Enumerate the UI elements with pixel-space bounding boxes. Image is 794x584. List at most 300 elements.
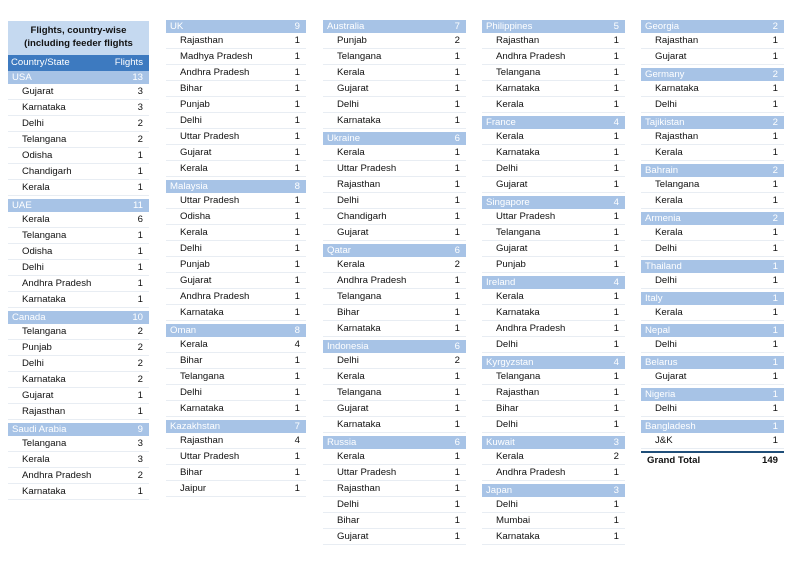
flight-count: 1 (454, 419, 460, 430)
country-total: 2 (772, 165, 778, 176)
state-name: Kerala (337, 451, 365, 462)
state-name: Punjab (496, 259, 526, 270)
state-name: Uttar Pradesh (180, 131, 240, 142)
table-row (323, 225, 466, 241)
state-name: Delhi (496, 339, 518, 350)
state-name: Bihar (180, 467, 203, 478)
country-section (323, 20, 466, 129)
table-row (641, 81, 784, 97)
table-row (8, 468, 149, 484)
state-name: Gujarat (496, 243, 528, 254)
flight-count: 1 (137, 294, 143, 305)
table-row (482, 385, 625, 401)
country-section (166, 20, 306, 177)
state-name: Kerala (180, 227, 208, 238)
table-row (482, 529, 625, 545)
country-name: Australia (327, 21, 365, 32)
flight-count: 1 (454, 67, 460, 78)
grand-total-value: 149 (761, 455, 778, 466)
country-name: Singapore (486, 197, 530, 208)
country-section (641, 164, 784, 209)
state-name: Andhra Pradesh (180, 291, 250, 302)
country-section (641, 212, 784, 257)
country-total: 1 (772, 357, 778, 368)
state-name: Delhi (22, 262, 44, 273)
table-row (482, 449, 625, 465)
state-name: Andhra Pradesh (22, 278, 92, 289)
flight-count: 1 (772, 179, 778, 190)
table-row (323, 161, 466, 177)
flight-count: 3 (137, 454, 143, 465)
flight-count: 1 (294, 147, 300, 158)
state-name: Gujarat (22, 86, 54, 97)
country-total: 9 (137, 424, 143, 435)
table-row (8, 436, 149, 452)
country-name: Italy (645, 293, 663, 304)
country-total: 6 (454, 245, 460, 256)
country-name: Nepal (645, 325, 671, 336)
table-row (323, 465, 466, 481)
table-row (323, 97, 466, 113)
table-row (323, 81, 466, 97)
table-row (482, 369, 625, 385)
flight-count: 1 (137, 486, 143, 497)
state-name: Delhi (655, 243, 677, 254)
flight-count: 1 (294, 291, 300, 302)
country-section (482, 276, 625, 353)
flight-count: 1 (613, 323, 619, 334)
country-name: Belarus (645, 357, 678, 368)
country-name: Ukraine (327, 133, 361, 144)
state-name: Karnataka (337, 419, 381, 430)
state-name: Telangana (496, 371, 541, 382)
table-row (8, 404, 149, 420)
country-header (323, 340, 466, 353)
flight-count: 1 (137, 278, 143, 289)
flight-count: 1 (454, 115, 460, 126)
state-name: Karnataka (180, 307, 224, 318)
country-header (166, 324, 306, 337)
flight-count: 1 (294, 131, 300, 142)
country-name: Bahrain (645, 165, 679, 176)
country-total: 3 (613, 437, 619, 448)
country-name: Georgia (645, 21, 680, 32)
table-row (323, 449, 466, 465)
flight-count: 1 (613, 83, 619, 94)
flight-count: 1 (613, 307, 619, 318)
table-row (166, 273, 306, 289)
country-header (323, 436, 466, 449)
flight-count: 1 (613, 515, 619, 526)
table-row (482, 209, 625, 225)
country-header (323, 20, 466, 33)
state-name: Karnataka (496, 147, 540, 158)
flight-count: 1 (294, 275, 300, 286)
flight-count: 1 (137, 230, 143, 241)
state-name: Uttar Pradesh (180, 451, 240, 462)
country-total: 2 (772, 21, 778, 32)
table-row (482, 241, 625, 257)
column-header-flights: Flights (114, 57, 143, 68)
state-name: Karnataka (22, 102, 66, 113)
flight-count: 4 (294, 435, 300, 446)
state-name: Delhi (496, 163, 518, 174)
state-name: Kerala (22, 454, 50, 465)
flight-count: 3 (137, 102, 143, 113)
table-row (323, 401, 466, 417)
flight-count: 1 (613, 67, 619, 78)
state-name: Andhra Pradesh (180, 67, 250, 78)
flight-count: 1 (613, 179, 619, 190)
table-row (641, 33, 784, 49)
flight-count: 1 (613, 211, 619, 222)
flight-count: 1 (137, 262, 143, 273)
state-name: Rajasthan (496, 387, 540, 398)
flight-count: 1 (772, 227, 778, 238)
state-name: Telangana (337, 291, 382, 302)
country-name: Philippines (486, 21, 533, 32)
state-name: Gujarat (655, 371, 687, 382)
state-name: Chandigarh (337, 211, 387, 222)
country-section (8, 199, 149, 308)
state-name: Mumbai (496, 515, 531, 526)
flight-count: 1 (454, 499, 460, 510)
table-row (8, 148, 149, 164)
country-section (166, 324, 306, 417)
state-name: Gujarat (337, 403, 369, 414)
column-2 (166, 20, 306, 497)
table-row (323, 289, 466, 305)
flight-count: 1 (454, 307, 460, 318)
country-section (482, 116, 625, 193)
country-header (641, 292, 784, 305)
country-section (323, 340, 466, 433)
table-row (8, 388, 149, 404)
table-row (323, 49, 466, 65)
flight-count: 1 (294, 115, 300, 126)
table-row (641, 369, 784, 385)
table-row (166, 241, 306, 257)
flight-count: 1 (613, 259, 619, 270)
country-total: 4 (613, 277, 619, 288)
flight-count: 1 (613, 99, 619, 110)
state-name: Madhya Pradesh (180, 51, 253, 62)
flight-count: 2 (137, 134, 143, 145)
flight-count: 2 (454, 259, 460, 270)
state-name: Karnataka (180, 403, 224, 414)
state-name: Karnataka (22, 374, 66, 385)
state-name: Andhra Pradesh (337, 275, 407, 286)
table-row (482, 225, 625, 241)
state-name: Delhi (655, 339, 677, 350)
table-row (641, 337, 784, 353)
state-name: Karnataka (22, 294, 66, 305)
state-name: Telangana (22, 438, 67, 449)
table-row (166, 449, 306, 465)
country-total: 8 (294, 181, 300, 192)
state-name: Andhra Pradesh (496, 467, 566, 478)
flight-count: 1 (294, 83, 300, 94)
table-row (166, 481, 306, 497)
state-name: Bihar (496, 403, 519, 414)
flight-count: 1 (613, 499, 619, 510)
country-total: 4 (613, 197, 619, 208)
country-name: USA (12, 72, 32, 83)
flight-count: 1 (613, 403, 619, 414)
table-row (166, 353, 306, 369)
flight-count: 1 (294, 243, 300, 254)
country-header (482, 20, 625, 33)
state-name: Gujarat (180, 275, 212, 286)
country-header (482, 436, 625, 449)
table-row (482, 513, 625, 529)
state-name: Odisha (22, 150, 53, 161)
state-name: Telangana (22, 326, 67, 337)
table-row (166, 433, 306, 449)
table-row (8, 132, 149, 148)
state-name: Karnataka (496, 307, 540, 318)
state-name: Delhi (496, 499, 518, 510)
state-name: Delhi (496, 419, 518, 430)
table-row (166, 145, 306, 161)
flight-count: 3 (137, 86, 143, 97)
state-name: Kerala (496, 291, 524, 302)
country-total: 8 (294, 325, 300, 336)
state-name: Punjab (180, 259, 210, 270)
country-total: 1 (772, 325, 778, 336)
state-name: Andhra Pradesh (496, 51, 566, 62)
table-row (641, 401, 784, 417)
table-row (641, 49, 784, 65)
column-4 (482, 20, 625, 545)
country-total: 1 (772, 261, 778, 272)
flight-count: 1 (772, 371, 778, 382)
country-header (641, 164, 784, 177)
country-section (323, 244, 466, 337)
state-name: Odisha (22, 246, 53, 257)
state-name: Rajasthan (337, 179, 381, 190)
state-name: Rajasthan (337, 483, 381, 494)
country-header (8, 71, 149, 84)
state-name: Karnataka (496, 531, 540, 542)
flight-count: 4 (294, 339, 300, 350)
state-name: Kerala (337, 371, 365, 382)
state-name: Delhi (180, 115, 202, 126)
country-name: Indonesia (327, 341, 369, 352)
table-row (166, 385, 306, 401)
flight-count: 1 (613, 339, 619, 350)
state-name: Kerala (655, 307, 683, 318)
table-row (166, 289, 306, 305)
state-name: Karnataka (496, 83, 540, 94)
flight-count: 2 (137, 118, 143, 129)
flight-count: 2 (454, 355, 460, 366)
country-total: 7 (454, 21, 460, 32)
flight-count: 1 (613, 131, 619, 142)
table-row (8, 100, 149, 116)
country-total: 5 (613, 21, 619, 32)
country-total: 2 (772, 213, 778, 224)
state-name: Delhi (22, 358, 44, 369)
flight-count: 1 (294, 371, 300, 382)
flight-count: 1 (454, 291, 460, 302)
country-header (641, 324, 784, 337)
state-name: Gujarat (180, 147, 212, 158)
country-section (166, 420, 306, 497)
country-section (482, 436, 625, 481)
country-name: Saudi Arabia (12, 424, 67, 435)
flight-count: 1 (454, 99, 460, 110)
table-row (166, 129, 306, 145)
flight-count: 1 (772, 243, 778, 254)
state-name: Karnataka (337, 323, 381, 334)
state-name: Kerala (496, 451, 524, 462)
table-row (482, 145, 625, 161)
country-name: Armenia (645, 213, 681, 224)
state-name: Gujarat (496, 179, 528, 190)
table-row (482, 49, 625, 65)
country-total: 6 (454, 437, 460, 448)
country-header (641, 388, 784, 401)
country-name: Oman (170, 325, 197, 336)
state-name: Rajasthan (655, 35, 699, 46)
flight-count: 1 (613, 291, 619, 302)
flight-count: 1 (454, 179, 460, 190)
state-name: Odisha (180, 211, 211, 222)
country-name: Kuwait (486, 437, 515, 448)
state-name: Kerala (496, 131, 524, 142)
country-total: 10 (132, 312, 143, 323)
flight-count: 1 (613, 51, 619, 62)
table-row (323, 497, 466, 513)
table-row (323, 321, 466, 337)
country-section (323, 436, 466, 545)
state-name: Telangana (655, 179, 700, 190)
state-name: Gujarat (22, 390, 54, 401)
table-row (482, 417, 625, 433)
table-row (323, 193, 466, 209)
table-row (166, 305, 306, 321)
country-list (166, 20, 306, 497)
column-5 (641, 20, 784, 469)
state-name: Uttar Pradesh (180, 195, 240, 206)
table-row (8, 212, 149, 228)
flight-count: 1 (294, 483, 300, 494)
state-name: Punjab (22, 342, 52, 353)
table-row (482, 33, 625, 49)
country-header (641, 68, 784, 81)
state-name: Telangana (337, 387, 382, 398)
table-row (8, 324, 149, 340)
table-row (641, 193, 784, 209)
country-name: France (486, 117, 516, 128)
country-section (641, 356, 784, 385)
table-row (166, 465, 306, 481)
flight-count: 6 (137, 214, 143, 225)
table-row (166, 161, 306, 177)
table-row (323, 113, 466, 129)
table-row (323, 177, 466, 193)
flight-count: 2 (137, 470, 143, 481)
state-name: Kerala (337, 147, 365, 158)
table-row (8, 356, 149, 372)
flight-count: 1 (454, 531, 460, 542)
table-title: Flights, country-wise (including feeder flights (8, 21, 149, 55)
flight-count: 1 (454, 163, 460, 174)
state-name: Delhi (655, 99, 677, 110)
state-name: Delhi (337, 355, 359, 366)
state-name: Rajasthan (180, 435, 224, 446)
flight-count: 1 (294, 467, 300, 478)
state-name: Karnataka (655, 83, 699, 94)
country-name: Kazakhstan (170, 421, 221, 432)
country-section (641, 420, 784, 449)
state-name: Karnataka (22, 486, 66, 497)
flight-count: 1 (294, 211, 300, 222)
flight-count: 2 (137, 374, 143, 385)
table-row (8, 116, 149, 132)
flight-count: 1 (613, 163, 619, 174)
flight-count: 1 (294, 51, 300, 62)
country-header (641, 420, 784, 433)
state-name: Rajasthan (22, 406, 66, 417)
country-header (8, 199, 149, 212)
flight-count: 1 (772, 195, 778, 206)
grand-total-row (641, 451, 784, 469)
country-header (482, 196, 625, 209)
flight-count: 1 (772, 51, 778, 62)
country-header (641, 20, 784, 33)
country-header (641, 260, 784, 273)
table-row (482, 321, 625, 337)
flight-count: 3 (137, 438, 143, 449)
country-section (641, 260, 784, 289)
flight-count: 1 (137, 406, 143, 417)
flight-count: 1 (294, 387, 300, 398)
flight-count: 1 (454, 51, 460, 62)
country-section (641, 324, 784, 353)
flight-count: 1 (772, 147, 778, 158)
country-section (482, 196, 625, 273)
country-section (482, 20, 625, 113)
state-name: Rajasthan (180, 35, 224, 46)
country-total: 2 (772, 117, 778, 128)
flight-count: 1 (294, 195, 300, 206)
table-row (323, 305, 466, 321)
flight-count: 1 (294, 35, 300, 46)
country-name: Tajikistan (645, 117, 685, 128)
flight-count: 1 (454, 275, 460, 286)
table-row (8, 372, 149, 388)
flight-count: 2 (454, 35, 460, 46)
table-row (166, 33, 306, 49)
flight-count: 1 (294, 259, 300, 270)
table-row (166, 225, 306, 241)
flight-count: 1 (613, 419, 619, 430)
table-row (482, 289, 625, 305)
country-total: 6 (454, 133, 460, 144)
country-total: 4 (613, 357, 619, 368)
state-name: Telangana (337, 51, 382, 62)
country-name: Bangladesh (645, 421, 696, 432)
country-section (8, 71, 149, 196)
flight-count: 1 (294, 355, 300, 366)
table-row (323, 65, 466, 81)
table-row (166, 401, 306, 417)
country-name: Ireland (486, 277, 516, 288)
state-name: Bihar (180, 83, 203, 94)
table-row (323, 385, 466, 401)
